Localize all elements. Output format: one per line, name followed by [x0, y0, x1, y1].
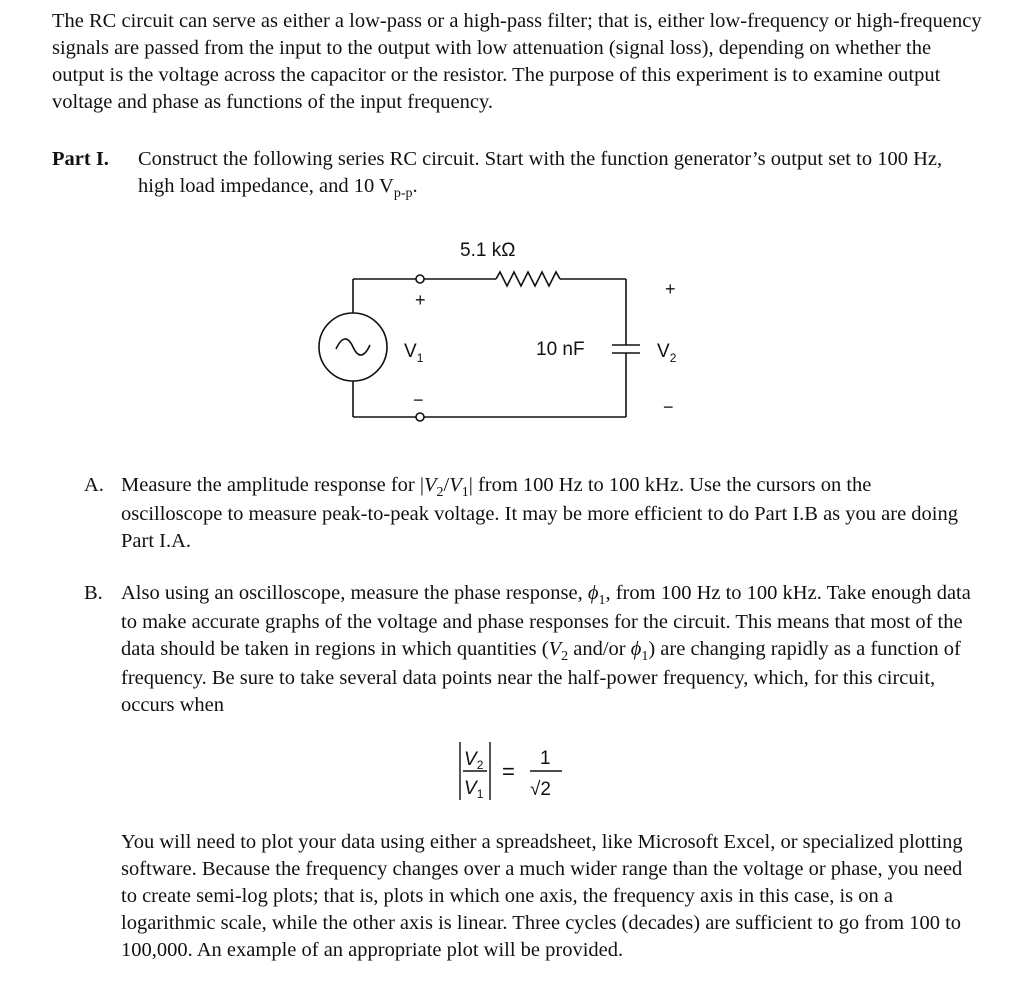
v2-label: $V_2$ — [657, 341, 677, 365]
input-terminal-top — [416, 275, 424, 283]
item-b-text: Also using an oscilloscope, measure the phase response, $\phi_1$, from 100 Hz to 100 kHz. Take enough data to make accurate graphs of the voltage and phase responses for the circuit. This means that most of the data should be taken in regions in which quantities ($V_2$ and/or $\phi_1$) are changing rapidly as a function of frequency. Be sure to take several data points near the half-power frequency, which, for this circuit, occurs when — [121, 582, 971, 716]
half-power-equation — [420, 738, 620, 808]
v1-label: $V_1$ — [404, 341, 424, 365]
sine-wave-icon — [336, 339, 370, 355]
v1-minus: − — [413, 390, 424, 410]
v2-plus: + — [665, 279, 676, 299]
part-label: Part I. — [52, 148, 109, 170]
item-a-letter: A. — [84, 474, 104, 496]
rc-circuit-diagram — [300, 228, 720, 438]
resistor-label: 5.1 kΩ — [460, 240, 516, 261]
input-terminal-bottom — [416, 413, 424, 421]
final-paragraph: You will need to plot your data using either a spreadsheet, like Microsoft Excel, or specialized plotting software. Because the frequency changes over a much wider range than the voltage or phase, you need to create semi-log plots; that is, plots in which one axis, the frequency axis in this case, is on a logarithmic scale, while the other axis is linear. Three cycles (decades) are sufficient to go from 100 to 100,000. An example of an appropriate plot will be provided. — [121, 831, 963, 961]
resistor — [496, 272, 560, 286]
capacitor-label: 10 nF — [536, 339, 585, 360]
intro-paragraph: The RC circuit can serve as either a low-pass or a high-pass filter; that is, either low-frequency or high-frequency signals are passed from the input to the output with low attenuation (signal loss), depending on whether the output is the voltage across the capacitor or the resistor. The purpose of this experiment is to examine output voltage and phase as functions of the input frequency. — [52, 10, 982, 113]
equation-numerator: $V_2$ — [464, 749, 484, 772]
v1-plus: + — [415, 290, 426, 310]
item-a-text: Measure the amplitude response for $|V_2/V_1|$ from 100 Hz to 100 kHz. Use the cursors on the oscilloscope to measure peak-to-peak voltage. It may be more efficient to do Part I.B as you are doing Part I.A. — [121, 474, 959, 552]
part-instructions: Construct the following series RC circuit. Start with the function generator’s output set to 100 Hz, high load impedance, and 10 $V_{p-p}$. — [138, 148, 943, 201]
equation-one: 1 — [540, 748, 551, 769]
equation-equals: = — [502, 759, 515, 784]
v2-minus: − — [663, 397, 674, 417]
equation-sqrt-two: √2 — [530, 779, 551, 800]
equation-denominator: $V_1$ — [464, 778, 484, 801]
item-b-letter: B. — [84, 582, 103, 604]
